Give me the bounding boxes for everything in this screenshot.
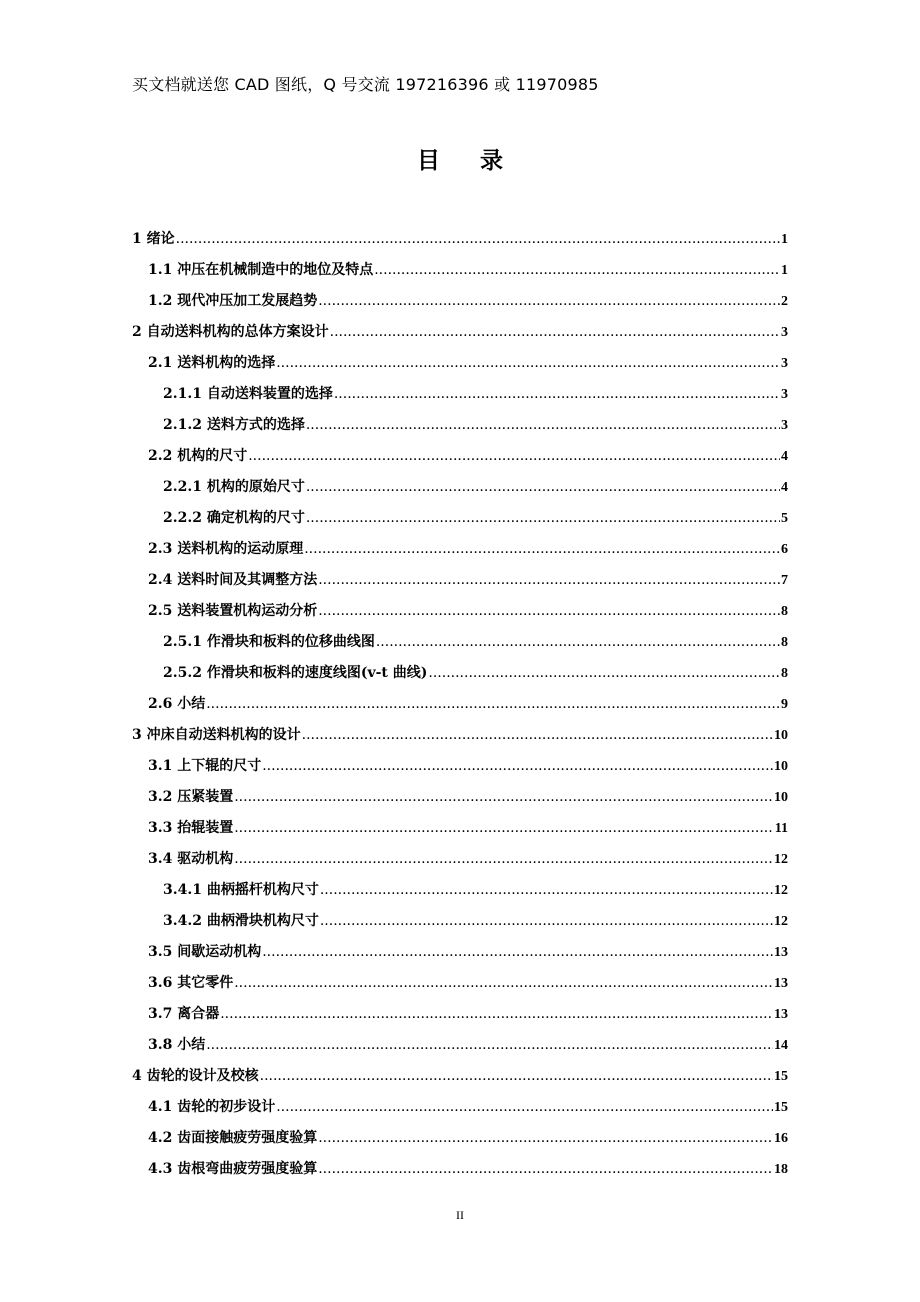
table-of-contents (132, 228, 788, 1189)
toc-entry[interactable] (132, 1127, 788, 1158)
toc-entry-label: 3.4 驱动机构 (148, 851, 234, 867)
toc-entry[interactable] (132, 600, 788, 631)
toc-entry[interactable] (132, 693, 788, 724)
toc-entry[interactable] (132, 1158, 788, 1189)
toc-entry-label: 3.4.1 曲柄摇杆机构尺寸 (163, 882, 319, 898)
toc-leader-dots (176, 231, 780, 247)
toc-entry[interactable] (132, 445, 788, 476)
toc-leader-dots (428, 665, 780, 681)
page-number: II (456, 1208, 464, 1222)
toc-entry-label: 3.4.2 曲柄滑块机构尺寸 (163, 913, 319, 929)
toc-entry-page: 7 (781, 573, 788, 588)
toc-leader-dots (330, 324, 780, 340)
toc-entry-page: 14 (774, 1038, 788, 1053)
toc-entry[interactable] (132, 817, 788, 848)
toc-entry-page: 5 (781, 511, 788, 526)
toc-entry[interactable] (132, 972, 788, 1003)
toc-entry-page: 12 (774, 852, 788, 867)
toc-entry-label: 3.1 上下辊的尺寸 (148, 758, 262, 774)
toc-entry-page: 2 (781, 294, 788, 309)
toc-entry-page: 13 (774, 1007, 788, 1022)
toc-entry-page: 12 (774, 914, 788, 929)
toc-entry[interactable] (132, 321, 788, 352)
toc-entry-page: 4 (781, 449, 788, 464)
toc-entry[interactable] (132, 507, 788, 538)
toc-entry-label: 2.2.2 确定机构的尺寸 (163, 510, 305, 526)
toc-entry-label: 2.3 送料机构的运动原理 (148, 541, 304, 557)
toc-leader-dots (318, 1130, 773, 1146)
toc-entry-label: 3.5 间歇运动机构 (148, 944, 262, 960)
toc-entry-label: 1.1 冲压在机械制造中的地位及特点 (148, 262, 374, 278)
toc-entry-page: 13 (774, 976, 788, 991)
toc-entry-label: 2 自动送料机构的总体方案设计 (132, 324, 329, 340)
toc-entry-label: 3.3 抬辊装置 (148, 820, 234, 836)
toc-entry-label: 4.1 齿轮的初步设计 (148, 1099, 276, 1115)
toc-entry-page: 3 (781, 387, 788, 402)
toc-entry-label: 2.1.1 自动送料装置的选择 (163, 386, 333, 402)
toc-entry-page: 10 (774, 759, 788, 774)
toc-leader-dots (306, 479, 780, 495)
toc-entry[interactable] (132, 1096, 788, 1127)
toc-entry[interactable] (132, 755, 788, 786)
toc-leader-dots (306, 417, 780, 433)
toc-entry-label: 4.3 齿根弯曲疲劳强度验算 (148, 1161, 318, 1177)
toc-entry[interactable] (132, 476, 788, 507)
toc-leader-dots (318, 603, 780, 619)
header-note: 买文档就送您 CAD 图纸，Q 号交流 197216396 或 11970985 (132, 75, 599, 94)
toc-leader-dots (276, 1099, 773, 1115)
toc-leader-dots (318, 1161, 773, 1177)
toc-entry-label: 2.5.1 作滑块和板料的位移曲线图 (163, 634, 375, 650)
toc-entry-label: 2.4 送料时间及其调整方法 (148, 572, 318, 588)
toc-leader-dots (374, 262, 780, 278)
toc-entry-page: 8 (781, 604, 788, 619)
toc-entry-page: 6 (781, 542, 788, 557)
toc-entry-label: 3 冲床自动送料机构的设计 (132, 727, 301, 743)
toc-entry[interactable] (132, 352, 788, 383)
toc-entry[interactable] (132, 662, 788, 693)
toc-entry[interactable] (132, 538, 788, 569)
toc-entry[interactable] (132, 228, 788, 259)
toc-leader-dots (318, 572, 780, 588)
toc-entry[interactable] (132, 1003, 788, 1034)
toc-leader-dots (304, 541, 780, 557)
toc-leader-dots (220, 1006, 773, 1022)
toc-entry-label: 1.2 现代冲压加工发展趋势 (148, 293, 318, 309)
toc-entry-label: 4 齿轮的设计及校核 (132, 1068, 259, 1084)
toc-entry[interactable] (132, 414, 788, 445)
toc-entry-page: 13 (774, 945, 788, 960)
toc-leader-dots (234, 789, 773, 805)
toc-entry[interactable] (132, 724, 788, 755)
toc-entry[interactable] (132, 848, 788, 879)
toc-entry-page: 15 (774, 1069, 788, 1084)
toc-entry-label: 4.2 齿面接触疲劳强度验算 (148, 1130, 318, 1146)
toc-leader-dots (206, 696, 780, 712)
toc-entry-page: 9 (781, 697, 788, 712)
toc-entry[interactable] (132, 290, 788, 321)
toc-entry[interactable] (132, 383, 788, 414)
toc-leader-dots (306, 510, 780, 526)
toc-leader-dots (276, 355, 780, 371)
toc-entry-label: 2.2 机构的尺寸 (148, 448, 248, 464)
toc-entry[interactable] (132, 631, 788, 662)
toc-entry-page: 4 (781, 480, 788, 495)
toc-leader-dots (320, 882, 773, 898)
toc-entry-page: 8 (781, 635, 788, 650)
toc-entry-label: 2.5.2 作滑块和板料的速度线图(v-t 曲线) (163, 665, 428, 681)
toc-leader-dots (234, 975, 773, 991)
toc-entry-page: 16 (774, 1131, 788, 1146)
toc-entry[interactable] (132, 1034, 788, 1065)
toc-entry-label: 2.5 送料装置机构运动分析 (148, 603, 318, 619)
toc-entry[interactable] (132, 910, 788, 941)
toc-entry[interactable] (132, 941, 788, 972)
toc-entry-page: 3 (781, 418, 788, 433)
toc-entry[interactable] (132, 569, 788, 600)
toc-entry-page: 10 (774, 790, 788, 805)
toc-entry-label: 3.8 小结 (148, 1037, 206, 1053)
toc-leader-dots (260, 1068, 773, 1084)
toc-entry[interactable] (132, 879, 788, 910)
toc-leader-dots (318, 293, 780, 309)
toc-leader-dots (248, 448, 780, 464)
toc-entry-page: 10 (774, 728, 788, 743)
toc-leader-dots (334, 386, 780, 402)
toc-entry-page: 18 (774, 1162, 788, 1177)
toc-entry-label: 3.2 压紧装置 (148, 789, 234, 805)
toc-leader-dots (206, 1037, 773, 1053)
toc-entry-page: 11 (774, 821, 788, 836)
toc-entry-label: 2.6 小结 (148, 696, 206, 712)
toc-entry-label: 1 绪论 (132, 231, 175, 247)
toc-entry-label: 2.1 送料机构的选择 (148, 355, 276, 371)
toc-entry-page: 3 (781, 356, 788, 371)
toc-leader-dots (302, 727, 773, 743)
toc-leader-dots (262, 758, 773, 774)
toc-leader-dots (234, 820, 774, 836)
toc-entry-page: 1 (781, 232, 788, 247)
toc-entry-label: 3.6 其它零件 (148, 975, 234, 991)
toc-leader-dots (376, 634, 780, 650)
toc-entry-page: 8 (781, 666, 788, 681)
toc-entry[interactable] (132, 259, 788, 290)
toc-entry-page: 12 (774, 883, 788, 898)
toc-entry-page: 3 (781, 325, 788, 340)
toc-entry-label: 3.7 离合器 (148, 1006, 220, 1022)
toc-leader-dots (320, 913, 773, 929)
toc-entry-label: 2.1.2 送料方式的选择 (163, 417, 305, 433)
toc-leader-dots (262, 944, 773, 960)
toc-title: 目 录 (416, 148, 519, 174)
toc-entry[interactable] (132, 786, 788, 817)
toc-entry-label: 2.2.1 机构的原始尺寸 (163, 479, 305, 495)
toc-entry-page: 15 (774, 1100, 788, 1115)
toc-entry-page: 1 (781, 263, 788, 278)
toc-entry[interactable] (132, 1065, 788, 1096)
toc-leader-dots (234, 851, 773, 867)
